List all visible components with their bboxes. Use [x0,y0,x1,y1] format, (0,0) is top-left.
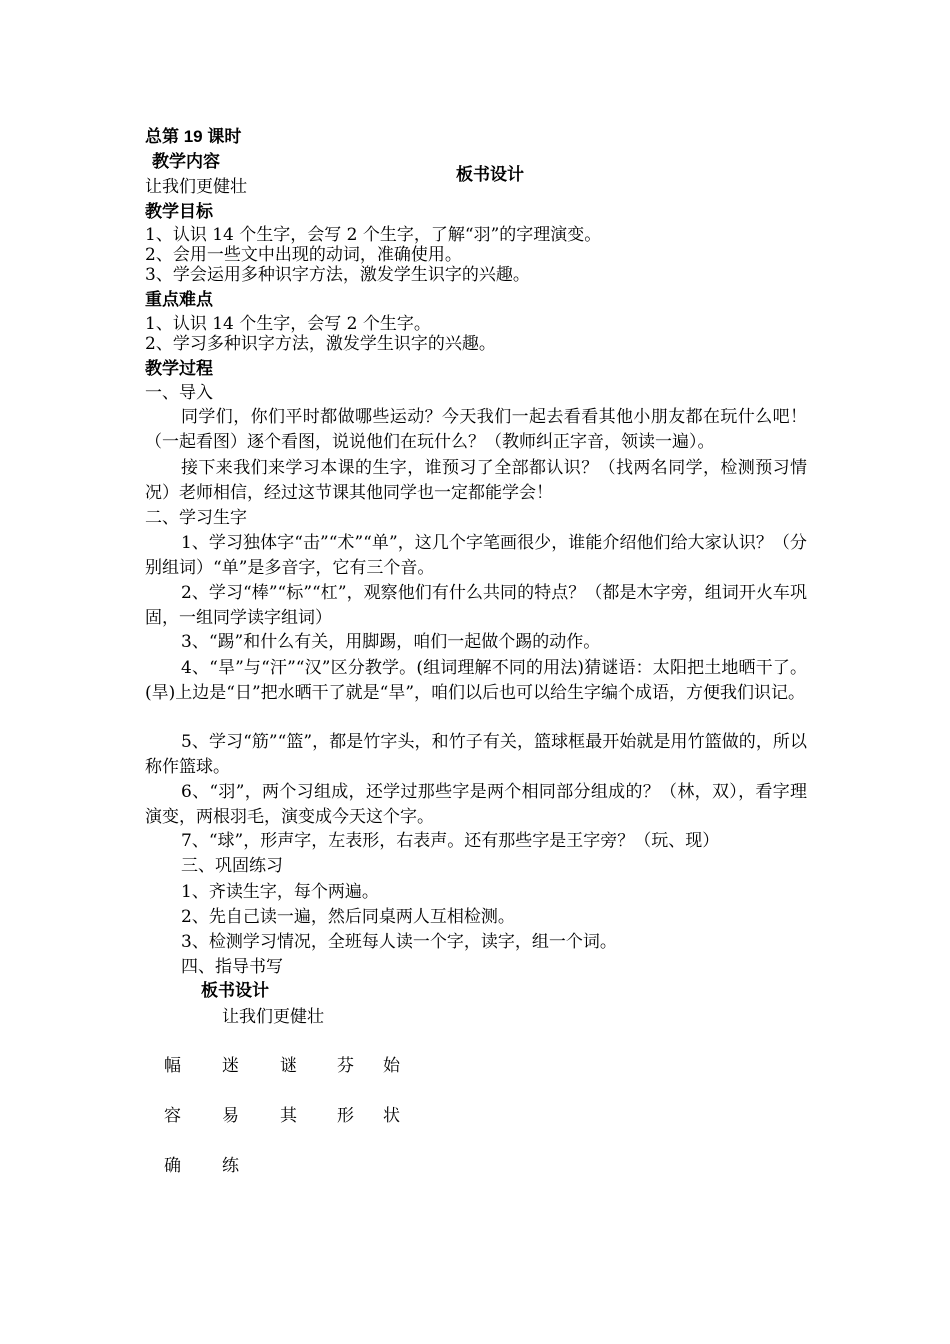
paragraph-intro-2: 接下来我们来学习本课的生字，谁预习了全部都认识？（找两名同学，检测预习情况）老师相信，经过这节课其他同学也一定都能学会！ [145,458,807,503]
goals-heading: 教学目标 [145,202,213,221]
step-5: 5、学习“筋”“篮”，都是竹字头，和竹子有关，篮球框最开始就是用竹篮做的，所以称作篮球。 [145,732,807,777]
practice-item: 2、先自己读一遍，然后同桌两人互相检测。 [181,907,515,927]
section-writing: 四、指导书写 [181,957,283,977]
board-heading-top: 板书设计 [456,165,524,184]
section-learn-characters: 二、学习生字 [145,508,247,528]
step-7: 7、“球”，形声字，左表形，右表声。还有那些字是王字旁？（玩、现） [181,831,720,851]
board-character: 状 [383,1106,400,1126]
content-title: 让我们更健壮 [145,177,247,197]
board-heading: 板书设计 [201,981,269,1000]
board-character: 易 [222,1106,239,1126]
goal-item: 1、认识 14 个生字，会写 2 个生字，了解“羽”的字理演变。 [145,225,602,245]
goal-item: 3、学会运用多种识字方法，激发学生识字的兴趣。 [145,265,530,285]
step-3: 3、“踢”和什么有关，用脚踢，咱们一起做个踢的动作。 [181,632,601,652]
section-practice: 三、巩固练习 [181,856,283,876]
board-character: 幅 [164,1056,181,1076]
lesson-number: 总第 19 课时 [145,127,242,146]
board-character: 芬 [337,1056,354,1076]
board-character: 其 [280,1106,297,1126]
practice-item: 3、检测学习情况，全班每人读一个字，读字，组一个词。 [181,932,617,952]
paragraph-intro-1: 同学们，你们平时都做哪些运动？今天我们一起去看看其他小朋友都在玩什么吧！（一起看图）逐个看图，说说他们在玩什么？（教师纠正字音，领读一遍）。 [145,407,807,452]
board-character: 始 [383,1056,400,1076]
content-heading: 教学内容 [152,152,220,171]
process-heading: 教学过程 [145,359,213,378]
goal-item: 2、会用一些文中出现的动词，准确使用。 [145,245,462,265]
board-character: 形 [337,1106,354,1126]
step-6: 6、“羽”，两个习组成，还学过那些字是两个相同部分组成的？（林，双），看字理演变，两根羽毛，演变成今天这个字。 [145,782,807,827]
board-character: 迷 [222,1056,239,1076]
practice-item: 1、齐读生字，每个两遍。 [181,882,379,902]
board-character: 确 [164,1156,181,1176]
board-character: 谜 [280,1056,297,1076]
board-character: 容 [164,1106,181,1126]
step-2: 2、学习“棒”“标”“杠”，观察他们有什么共同的特点？（都是木字旁，组词开火车巩固，一组同学读字组词） [145,583,807,628]
board-title: 让我们更健壮 [222,1007,324,1027]
step-1: 1、学习独体字“击”“术”“单”，这几个字笔画很少，谁能介绍他们给大家认识？（分别组词）“单”是多音字，它有三个音。 [145,533,807,578]
key-point-item: 2、学习多种识字方法，激发学生识字的兴趣。 [145,334,496,354]
key-point-item: 1、认识 14 个生字，会写 2 个生字。 [145,314,431,334]
board-character: 练 [222,1156,239,1176]
section-intro: 一、导入 [145,383,213,403]
key-points-heading: 重点难点 [145,290,213,309]
step-4: 4、“旱”与“汗”“汉”区分教学。(组词理解不同的用法)猜谜语：太阳把土地晒干了。(旱)上边是“日”把水晒干了就是“旱”，咱们以后也可以给生字编个成语，方便我们识记。 [145,658,807,703]
